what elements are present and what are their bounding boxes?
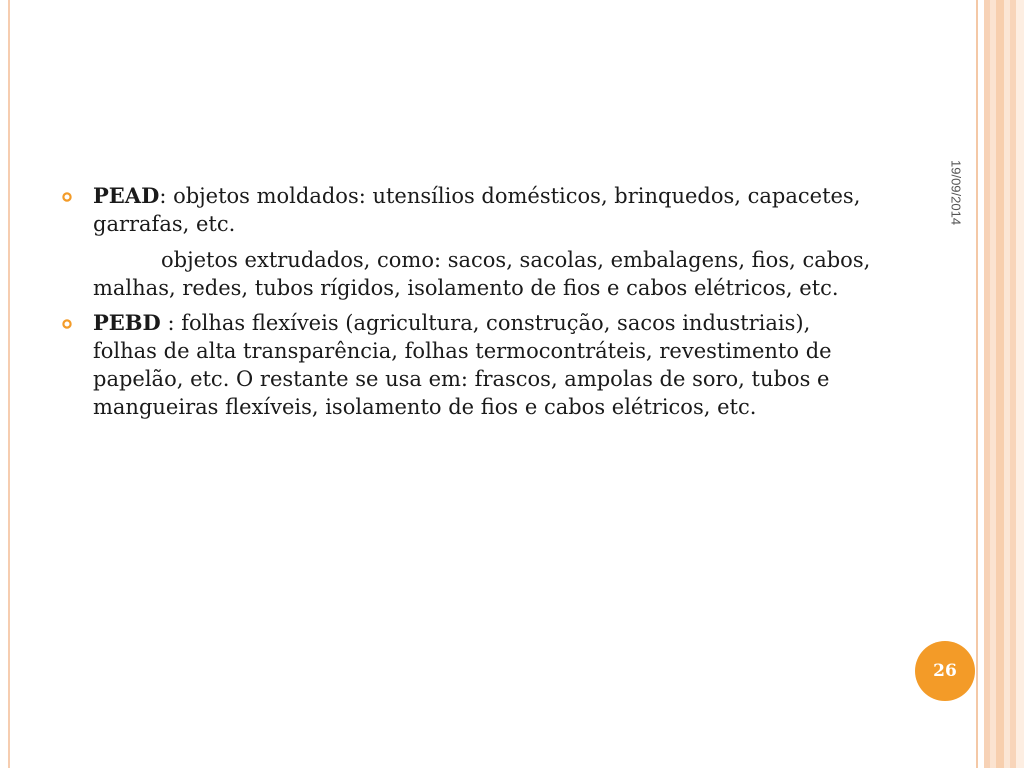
bullet-text: : objetos moldados: utensílios domésticos, brinquedos, capacetes, garrafas, etc. — [93, 184, 861, 236]
bullet-term: PEBD — [93, 310, 161, 335]
page-number-text: 26 — [933, 661, 957, 681]
decorative-stripe — [1016, 0, 1024, 768]
bullet-term: PEAD — [93, 183, 160, 208]
slide-date-text: 19/09/2014 — [948, 160, 964, 226]
bullet-text: : folhas flexíveis (agricultura, construção, sacos industriais), folhas de alta transparência, folhas termocontráteis, revestimento de papelão, etc. O restante se usa em: frascos, ampolas de soro, tubos e mangueiras flexíveis, isolamento de fios e cabos elétricos, etc. — [93, 311, 832, 419]
bullet-continuation: objetos extrudados, como: sacos, sacolas, embalagens, fios, cabos, malhas, redes, tubos rígidos, isolamento de fios e cabos elétricos, etc. — [93, 248, 871, 300]
slide-date — [936, 160, 976, 250]
bullet-item-pead — [62, 182, 872, 302]
slide-content — [62, 182, 872, 428]
bullet-item-pebd — [62, 309, 872, 421]
bullet-paragraph — [93, 309, 872, 421]
decorative-stripe — [996, 0, 1004, 768]
ring-bullet-icon — [62, 192, 72, 202]
page-number-badge — [915, 641, 975, 701]
bullet-paragraph — [93, 182, 872, 238]
left-border-line — [8, 0, 10, 768]
ring-bullet-icon — [62, 319, 72, 329]
decorative-stripe — [976, 0, 978, 768]
